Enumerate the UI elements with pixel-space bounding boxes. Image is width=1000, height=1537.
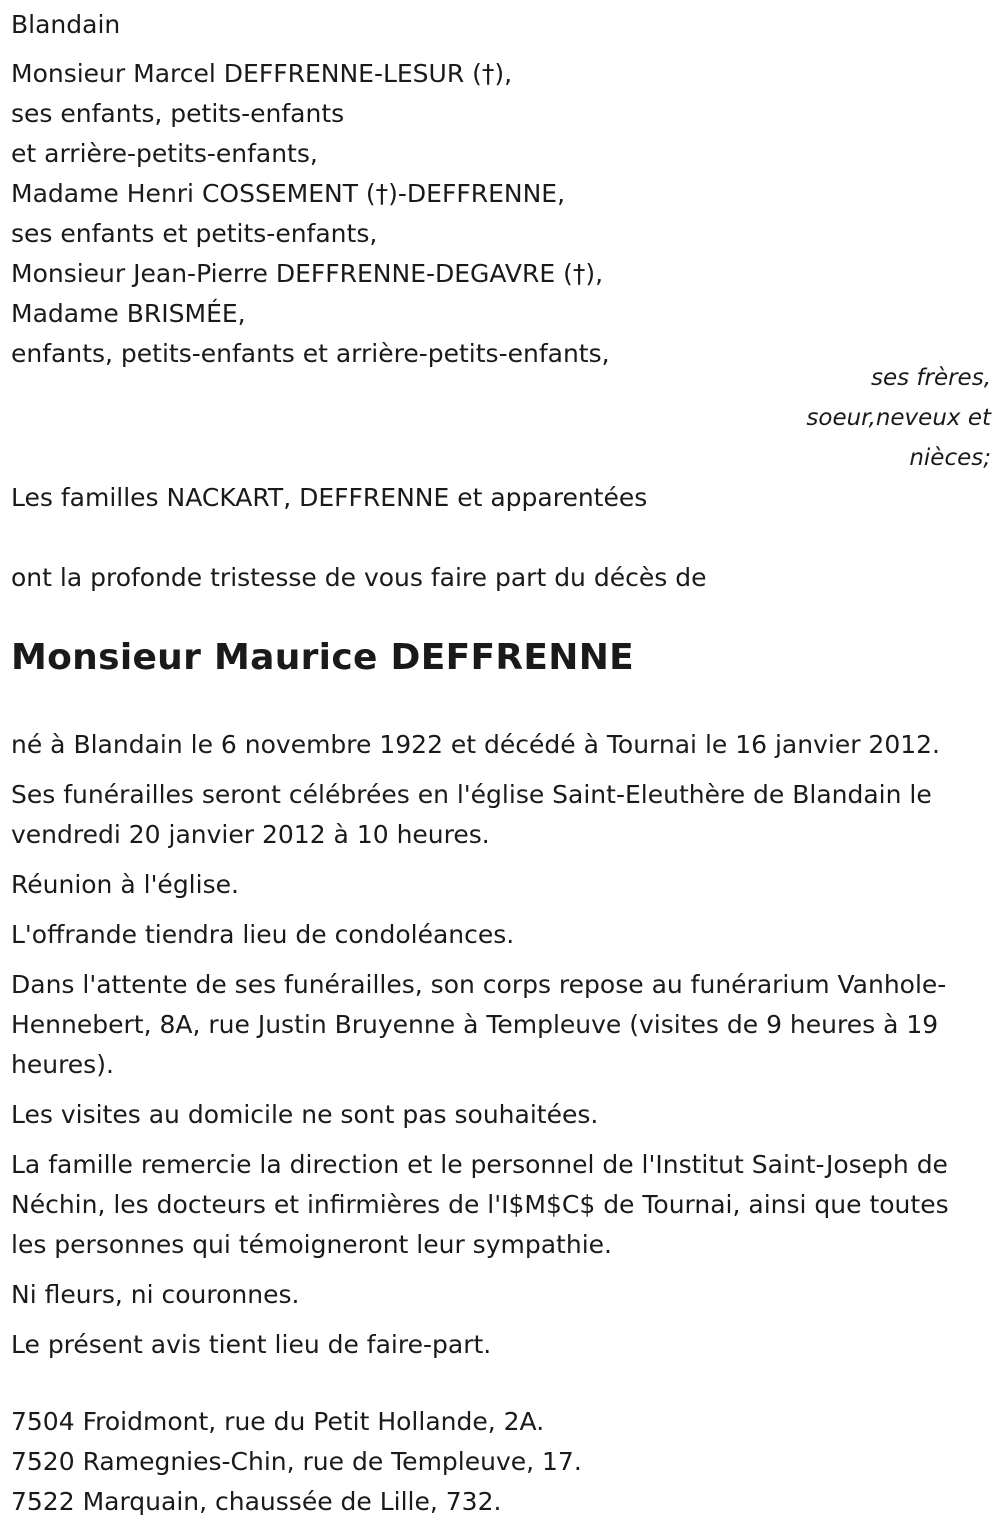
family-line: Madame BRISMÉE, <box>11 299 246 328</box>
address-list <box>11 1402 991 1522</box>
family-list <box>11 54 991 374</box>
announcement-line: ont la profonde tristesse de vous faire part du décès de <box>11 563 707 592</box>
family-line: ses enfants et petits-enfants, <box>11 219 378 248</box>
relatives-line: soeur,neveux et <box>806 405 991 431</box>
family-line: Monsieur Jean-Pierre DEFFRENNE-DEGAVRE (†), <box>11 259 604 288</box>
flowers-paragraph: Ni fleurs, ni couronnes. <box>11 1280 300 1309</box>
address-line: 7520 Ramegnies-Chin, rue de Templeuve, 17. <box>11 1447 582 1476</box>
thanks-paragraph: La famille remercie la direction et le personnel de l'Institut Saint-Joseph de Néchin, les docteurs et infirmières de l'I$M$C$ de Tournai, ainsi que toutes les personnes qui témoigneront leur sympathie. <box>11 1150 949 1259</box>
family-line: ses enfants, petits-enfants <box>11 99 345 128</box>
relatives-italic <box>11 358 991 478</box>
families-line: Les familles NACKART, DEFFRENNE et apparentées <box>11 483 648 512</box>
visits-paragraph: Les visites au domicile ne sont pas souhaitées. <box>11 1100 599 1129</box>
details <box>11 725 991 1365</box>
birth-death-paragraph: né à Blandain le 6 novembre 1922 et décédé à Tournai le 16 janvier 2012. <box>11 730 941 759</box>
relatives-line: ses frères, <box>870 365 991 391</box>
family-line: Monsieur Marcel DEFFRENNE-LESUR (†), <box>11 59 513 88</box>
relatives-line: nièces; <box>909 445 991 471</box>
funeral-paragraph: Ses funérailles seront célébrées en l'église Saint-Eleuthère de Blandain le vendredi 20 janvier 2012 à 10 heures. <box>11 780 932 849</box>
deceased-name: Monsieur Maurice DEFFRENNE <box>11 637 635 678</box>
family-line: et arrière-petits-enfants, <box>11 139 318 168</box>
family-line: Madame Henri COSSEMENT (†)-DEFFRENNE, <box>11 179 566 208</box>
offering-paragraph: L'offrande tiendra lieu de condoléances. <box>11 920 515 949</box>
address-line: 7522 Marquain, chaussée de Lille, 732. <box>11 1487 502 1516</box>
family-line: enfants, petits-enfants et arrière-petits-enfants, <box>11 339 610 368</box>
place-heading: Blandain <box>11 10 121 39</box>
notice-paragraph: Le présent avis tient lieu de faire-part. <box>11 1330 492 1359</box>
meeting-paragraph: Réunion à l'église. <box>11 870 239 899</box>
funerarium-paragraph: Dans l'attente de ses funérailles, son corps repose au funérarium Vanhole-Hennebert, 8A, rue Justin Bruyenne à Templeuve (visites de 9 heures à 19 heures). <box>11 970 947 1079</box>
address-line: 7504 Froidmont, rue du Petit Hollande, 2A. <box>11 1407 545 1436</box>
